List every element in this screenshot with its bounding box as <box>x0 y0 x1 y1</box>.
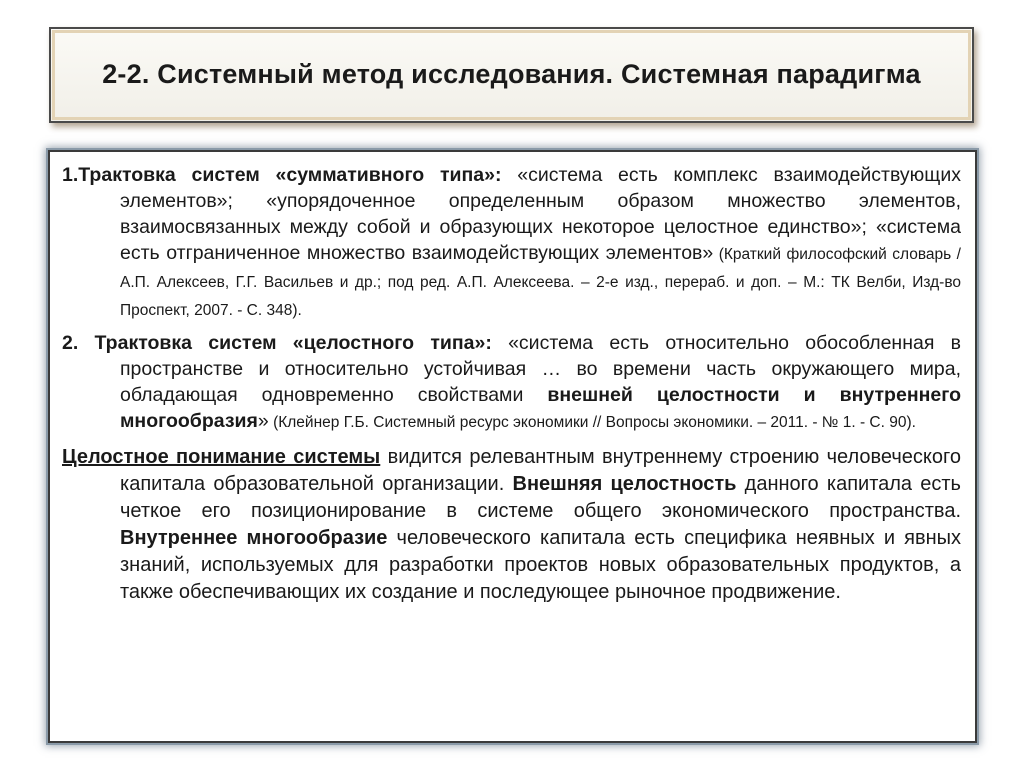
p3-text-3: человеческого капитала есть специфика неявных и явных знаний, используемых для разработки проектов новых образовательных продуктов, а также обеспечивающих их создание и последующее рыночное продвижение. <box>120 527 961 603</box>
p3-bold-internal: Внутреннее многообразие <box>120 527 388 549</box>
p3-text-2: данного капитала есть четкое его позиционирование в системе общего экономического пространства. <box>120 473 961 522</box>
paragraph-holistic-type <box>62 330 961 436</box>
p2-heading: 2. Трактовка систем «целостного типа»: <box>62 332 492 354</box>
p3-bold-external: Внешняя целостность <box>512 473 737 495</box>
content-box <box>48 150 977 743</box>
p2-close-quote: » <box>257 410 269 432</box>
p2-reference: (Клейнер Г.Б. Системный ресурс экономики // Вопросы экономики. – 2011. - № 1. - С. 90). <box>268 414 916 431</box>
title-box <box>49 27 974 123</box>
p1-reference: (Краткий философский словарь / А.П. Алексеев, Г.Г. Васильев и др.; под ред. А.П. Алексеева. – 2-е изд., перераб. и доп. – М.: ТК Велби, Изд-во Проспект, 2007. - С. 348). <box>120 246 961 319</box>
p1-body: «система есть комплекс взаимодействующих элементов»; «упорядоченное определенным образом множество элементов, взаимосвязанных между собой и образующих некоторое целостное единство»; «система есть отграниченное множество взаимодействующих элементов» <box>120 164 961 264</box>
p2-bold-phrase: внешней целостности и внутреннего многообразия <box>120 384 961 432</box>
p1-heading: 1.Трактовка систем «суммативного типа»: <box>62 164 502 186</box>
paragraph-summative-type <box>62 162 961 324</box>
p3-text-1: видится релевантным внутреннему строению человеческого капитала образовательной организации. <box>120 446 961 495</box>
p3-heading: Целостное понимание системы <box>62 446 381 468</box>
p2-body: «система есть относительно обособленная в пространстве и относительно устойчивая … во времени часть окружающего мира, обладающая одновременно свойствами <box>120 332 961 406</box>
paragraph-holistic-understanding <box>62 444 961 606</box>
slide-title: 2-2. Системный метод исследования. Системная парадигма <box>102 59 921 89</box>
